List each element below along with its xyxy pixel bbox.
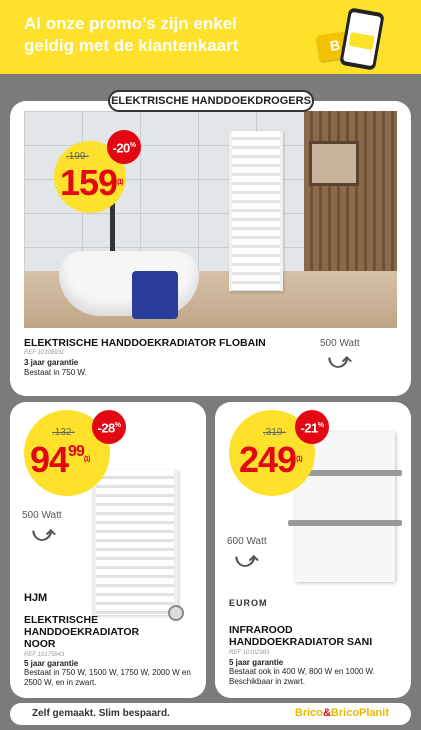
old-price: .132- <box>52 427 75 438</box>
product-photo-bathroom <box>24 111 397 328</box>
product-title: ELEKTRISCHE HANDDOEKRADIATOR NOOR <box>24 614 140 650</box>
discount-badge: -28% <box>92 410 126 444</box>
watt-label: 600 Watt <box>227 536 267 547</box>
new-price: $94^{99(1)}$ <box>30 439 90 480</box>
product-details: Bestaat in 750 W, 1500 W, 1750 W, 2000 W en 2500 W, en in zwart. <box>24 668 191 687</box>
discount-badge: -20% <box>107 130 141 164</box>
phone-app-icon <box>339 7 385 70</box>
guarantee: 5 jaar garantie <box>229 658 284 667</box>
banner-line-2: geldig met de klantenkaart <box>24 36 239 55</box>
new-price: 159$^{(1)}$ <box>60 162 123 203</box>
guarantee: 3 jaar garantie <box>24 358 79 367</box>
towel-bar <box>288 520 402 526</box>
curved-arrow-icon: ⤻ <box>32 522 56 547</box>
thermostat-knob <box>168 605 184 621</box>
product-ref: REF 10102983 <box>229 650 270 656</box>
product-card-noor[interactable] <box>10 402 206 698</box>
brico-logo[interactable]: Brico&BricoPlanit <box>294 707 389 719</box>
product-title: ELEKTRISCHE HANDDOEKRADIATOR FLOBAIN <box>24 337 266 349</box>
curved-arrow-icon: ⤻ <box>328 349 352 374</box>
brand-logo-hjm: HJM <box>24 592 48 604</box>
footer-slogan: Zelf gemaakt. Slim bespaard. <box>32 708 170 719</box>
guarantee: 5 jaar garantie <box>24 659 79 668</box>
card-letter: B <box>328 36 342 54</box>
product-card-sani[interactable] <box>215 402 411 698</box>
product-details: Bestaat ook in 400 W, 800 W en 1000 W. Beschikbaar in zwart. <box>229 667 375 686</box>
brand-logo-eurom: EUROM <box>229 598 268 608</box>
old-price: .199- <box>66 151 89 162</box>
watt-label: 500 Watt <box>320 338 360 349</box>
radiator-image <box>92 470 178 615</box>
promo-banner <box>0 0 421 74</box>
product-title: INFRAROOD HANDDOEKRADIATOR SANI <box>229 624 373 648</box>
curved-arrow-icon: ⤻ <box>235 548 259 573</box>
banner-line-1: Al onze promo’s zijn enkel <box>24 14 237 33</box>
new-price: 249$^{(1)}$ <box>239 439 302 480</box>
product-ref: REF 10175843 <box>24 652 65 658</box>
watt-label: 500 Watt <box>22 510 62 521</box>
section-title: ELEKTRISCHE HANDDOEKDROGERS <box>108 90 314 112</box>
product-details: Bestaat in 750 W. <box>24 368 87 377</box>
radiator-image <box>229 131 283 291</box>
product-ref: REF 10308931 <box>24 350 65 356</box>
footer-bar <box>10 703 411 725</box>
banner-text <box>24 13 314 57</box>
product-card-flobain[interactable] <box>10 101 411 396</box>
old-price: .319- <box>263 427 286 438</box>
discount-badge: -21% <box>295 410 329 444</box>
